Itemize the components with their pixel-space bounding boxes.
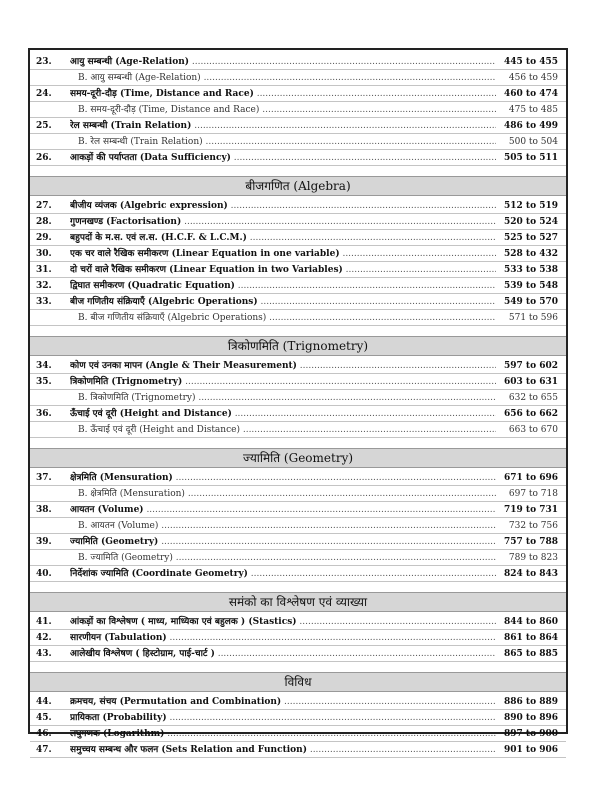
toc-row bbox=[30, 294, 566, 310]
toc-row bbox=[30, 406, 566, 422]
chapter-title: रेल सम्बन्धी (Train Relation) ..... bbox=[70, 118, 496, 134]
page-range: 824 to 843 bbox=[504, 569, 558, 579]
toc-row bbox=[30, 710, 566, 726]
page-range: 732 to 756 bbox=[508, 521, 558, 531]
chapter-title: कोण एवं उनका मापन (Angle & Their Measurement) ..... bbox=[70, 358, 496, 374]
page-range: 632 to 655 bbox=[508, 393, 558, 403]
chapter-number: 28. bbox=[36, 217, 52, 227]
chapter-title: लघुगणक (Logarithm) ..... bbox=[70, 726, 496, 742]
toc-row bbox=[30, 502, 566, 518]
chapter-number: 47. bbox=[36, 745, 52, 755]
chapter-title: आकड़ों की पर्याप्तता (Data Sufficiency) ..... bbox=[70, 150, 496, 166]
page-range: 512 to 519 bbox=[504, 201, 558, 211]
chapter-title: आयतन (Volume) ..... bbox=[70, 502, 496, 518]
chapter-title: आंकड़ों का विश्लेषण ( माध्य, माध्यिका एवं बहुलक ) (Stastics) ..... bbox=[70, 614, 496, 630]
toc-row bbox=[30, 518, 566, 534]
page-range: 697 to 718 bbox=[508, 489, 558, 499]
section-heading: समंको का विश्लेषण एवं व्याख्या bbox=[30, 592, 566, 612]
chapter-title: क्षेत्रमिति (Mensuration) ..... bbox=[70, 470, 496, 486]
chapter-title: B. बीज गणितीय संक्रियाएँ (Algebric Operations) ..... bbox=[78, 310, 496, 326]
toc-row bbox=[30, 614, 566, 630]
chapter-number: 30. bbox=[36, 249, 52, 259]
page-range: 460 to 474 bbox=[504, 89, 558, 99]
page-range: 603 to 631 bbox=[504, 377, 558, 387]
page-range: 525 to 527 bbox=[504, 233, 558, 243]
chapter-number: 34. bbox=[36, 361, 52, 371]
chapter-title: बीज गणितीय संक्रियाएँ (Algebric Operations) ..... bbox=[70, 294, 496, 310]
page-range: 901 to 906 bbox=[504, 745, 558, 755]
chapter-title: आयु सम्बन्धी (Age-Relation) ..... bbox=[70, 54, 496, 70]
chapter-number: 37. bbox=[36, 473, 52, 483]
page-range: 789 to 823 bbox=[508, 553, 558, 563]
toc-row bbox=[30, 246, 566, 262]
toc-row bbox=[30, 566, 566, 582]
toc-row bbox=[30, 630, 566, 646]
chapter-number: 46. bbox=[36, 729, 52, 739]
chapter-title: क्रमचय, संचय (Permutation and Combination) ..... bbox=[70, 694, 496, 710]
chapter-title: B. ऊँचाई एवं दूरी (Height and Distance) ..... bbox=[78, 422, 496, 438]
chapter-title: ऊँचाई एवं दूरी (Height and Distance) ..... bbox=[70, 406, 496, 422]
chapter-title: B. त्रिकोणमिति (Trignometry) ..... bbox=[78, 390, 496, 406]
page-range: 539 to 548 bbox=[504, 281, 558, 291]
chapter-number: 41. bbox=[36, 617, 52, 627]
page-range: 549 to 570 bbox=[504, 297, 558, 307]
page-range: 844 to 860 bbox=[504, 617, 558, 627]
toc-row bbox=[30, 54, 566, 70]
chapter-title: प्रायिकता (Probability) ..... bbox=[70, 710, 496, 726]
chapter-title: ज्यामिति (Geometry) ..... bbox=[70, 534, 496, 550]
toc-row bbox=[30, 646, 566, 662]
chapter-number: 26. bbox=[36, 153, 52, 163]
page-range: 520 to 524 bbox=[504, 217, 558, 227]
chapter-title: एक चर वाले रैखिक समीकरण (Linear Equation in one variable) ..... bbox=[70, 246, 496, 262]
chapter-title: B. रेल सम्बन्धी (Train Relation) ..... bbox=[78, 134, 496, 150]
page-range: 719 to 731 bbox=[504, 505, 558, 515]
toc-row bbox=[30, 358, 566, 374]
chapter-number: 31. bbox=[36, 265, 52, 275]
page-range: 528 to 432 bbox=[504, 249, 558, 259]
toc-row bbox=[30, 374, 566, 390]
toc-row bbox=[30, 70, 566, 86]
page-range: 671 to 696 bbox=[504, 473, 558, 483]
chapter-title: सारणीयन (Tabulation) ..... bbox=[70, 630, 496, 646]
page-range: 757 to 788 bbox=[504, 537, 558, 547]
chapter-title: B. समय-दूरी-दौड़ (Time, Distance and Race) ..... bbox=[78, 102, 496, 118]
toc-row bbox=[30, 486, 566, 502]
chapter-number: 33. bbox=[36, 297, 52, 307]
toc-row bbox=[30, 470, 566, 486]
chapter-title: B. ज्यामिति (Geometry) ..... bbox=[78, 550, 496, 566]
page-range: 505 to 511 bbox=[504, 153, 558, 163]
toc-row bbox=[30, 694, 566, 710]
section-heading: बीजगणित (Algebra) bbox=[30, 176, 566, 196]
chapter-title: दो चरों वाले रैखिक समीकरण (Linear Equation in two Variables) ..... bbox=[70, 262, 496, 278]
toc-row bbox=[30, 102, 566, 118]
page-range: 897 to 900 bbox=[504, 729, 558, 739]
chapter-number: 38. bbox=[36, 505, 52, 515]
chapter-title: B. आयतन (Volume) ..... bbox=[78, 518, 496, 534]
section-heading: त्रिकोणमिति (Trignometry) bbox=[30, 336, 566, 356]
chapter-number: 36. bbox=[36, 409, 52, 419]
page-range: 865 to 885 bbox=[504, 649, 558, 659]
chapter-title: गुणनखण्ड (Factorisation) ..... bbox=[70, 214, 496, 230]
chapter-title: बहुपदों के म.स. एवं ल.स. (H.C.F. & L.C.M.) ..... bbox=[70, 230, 496, 246]
chapter-number: 43. bbox=[36, 649, 52, 659]
page-range: 890 to 896 bbox=[504, 713, 558, 723]
chapter-title: B. क्षेत्रमिति (Mensuration) ..... bbox=[78, 486, 496, 502]
chapter-number: 23. bbox=[36, 57, 52, 67]
toc-row bbox=[30, 214, 566, 230]
chapter-number: 25. bbox=[36, 121, 52, 131]
page-range: 597 to 602 bbox=[504, 361, 558, 371]
toc-row bbox=[30, 198, 566, 214]
page-range: 663 to 670 bbox=[508, 425, 558, 435]
toc-row bbox=[30, 390, 566, 406]
page-range: 861 to 864 bbox=[504, 633, 558, 643]
page-range: 445 to 455 bbox=[504, 57, 558, 67]
toc-row bbox=[30, 278, 566, 294]
toc-row bbox=[30, 742, 566, 758]
section-heading: विविध bbox=[30, 672, 566, 692]
chapter-title: निर्देशांक ज्यामिति (Coordinate Geometry) ..... bbox=[70, 566, 496, 582]
page-range: 486 to 499 bbox=[504, 121, 558, 131]
page-range: 533 to 538 bbox=[504, 265, 558, 275]
chapter-title: समुच्चय सम्बन्ध और फलन (Sets Relation and Function) ..... bbox=[70, 742, 496, 758]
toc-row bbox=[30, 86, 566, 102]
toc-row bbox=[30, 230, 566, 246]
chapter-title: समय-दूरी-दौड़ (Time, Distance and Race) ..... bbox=[70, 86, 496, 102]
toc-row bbox=[30, 118, 566, 134]
page-range: 571 to 596 bbox=[508, 313, 558, 323]
chapter-number: 32. bbox=[36, 281, 52, 291]
toc-row bbox=[30, 150, 566, 166]
page-range: 500 to 504 bbox=[508, 137, 558, 147]
page-range: 456 to 459 bbox=[508, 73, 558, 83]
toc-row bbox=[30, 262, 566, 278]
toc-row bbox=[30, 422, 566, 438]
chapter-title: बीजीय व्यंजक (Algebric expression) ..... bbox=[70, 198, 496, 214]
toc-row bbox=[30, 726, 566, 742]
toc-row bbox=[30, 534, 566, 550]
chapter-title: त्रिकोणमिति (Trignometry) ..... bbox=[70, 374, 496, 390]
page-range: 886 to 889 bbox=[504, 697, 558, 707]
contents-frame bbox=[28, 48, 568, 755]
page-range: 656 to 662 bbox=[504, 409, 558, 419]
page-range: 475 to 485 bbox=[508, 105, 558, 115]
chapter-title: द्विघात समीकरण (Quadratic Equation) ..... bbox=[70, 278, 496, 294]
toc-row bbox=[30, 550, 566, 566]
chapter-number: 44. bbox=[36, 697, 52, 707]
chapter-number: 35. bbox=[36, 377, 52, 387]
chapter-number: 29. bbox=[36, 233, 52, 243]
chapter-number: 40. bbox=[36, 569, 52, 579]
chapter-title: B. आयु सम्बन्धी (Age-Relation) ..... bbox=[78, 70, 496, 86]
chapter-number: 39. bbox=[36, 537, 52, 547]
toc-row bbox=[30, 310, 566, 326]
chapter-number: 42. bbox=[36, 633, 52, 643]
chapter-number: 45. bbox=[36, 713, 52, 723]
chapter-number: 27. bbox=[36, 201, 52, 211]
chapter-number: 24. bbox=[36, 89, 52, 99]
section-heading: ज्यामिति (Geometry) bbox=[30, 448, 566, 468]
toc-row bbox=[30, 134, 566, 150]
chapter-title: आलेखीय विश्लेषण ( हिस्टोग्राम, पाई-चार्ट ) ..... bbox=[70, 646, 496, 662]
